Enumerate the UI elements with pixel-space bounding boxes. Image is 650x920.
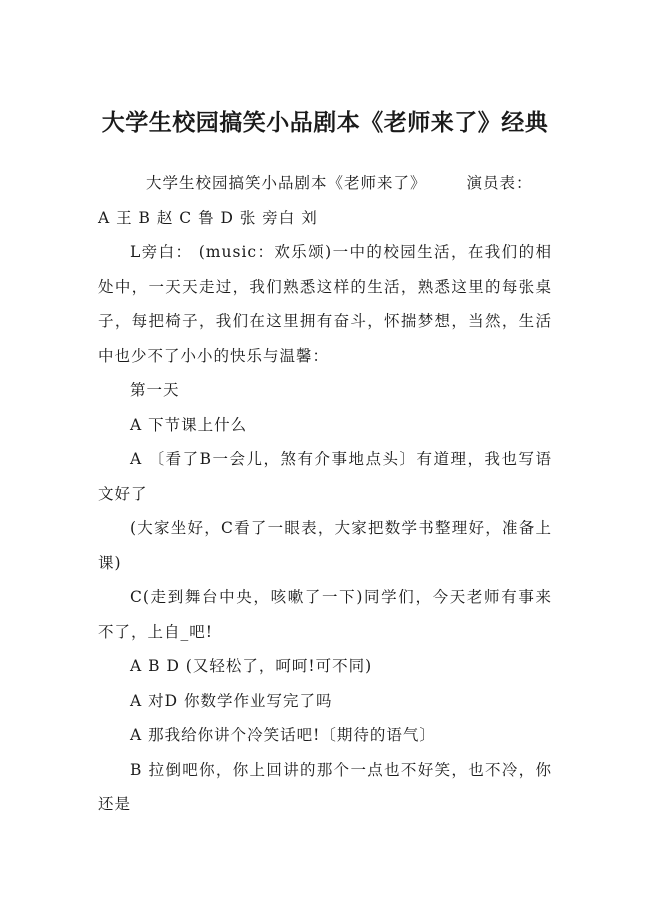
paragraph: A B D (又轻松了，呵呵!可不同): [130, 657, 373, 675]
cast-list: A 王 B 赵 C 鲁 D 张 旁白 刘: [98, 208, 318, 227]
paragraph: A 〔看了B一会儿，煞有介事地点头〕有道理，我也写语文好了: [98, 450, 552, 503]
paragraph: B 拉倒吧你，你上回讲的那个一点也不好笑，也不冷，你还是: [98, 760, 552, 813]
paragraph: L旁白： (music：欢乐颂)一中的校园生活，在我们的相处中，一天天走过，我们熟悉这样的生活，熟悉这里的每张桌子，每把椅子，我们在这里拥有奋斗，怀揣梦想，当然，生活中也少不了小小的快乐与温馨：: [98, 243, 552, 365]
document-title: 大学生校园搞笑小品剧本《老师来了》经典: [101, 110, 549, 136]
document-body: [98, 166, 552, 822]
paragraph: 第一天: [130, 381, 180, 399]
paragraph: A 那我给你讲个冷笑话吧!〔期待的语气〕: [130, 726, 436, 744]
paragraph: A 对D 你数学作业写完了吗: [130, 691, 333, 710]
paragraph: (大家坐好，C看了一眼表，大家把数学书整理好，准备上课): [98, 519, 552, 572]
cast-label: 演员表：: [466, 174, 533, 192]
intro-line: [98, 166, 552, 201]
paragraph: A 下节课上什么: [130, 415, 248, 434]
paragraph: C(走到舞台中央，咳嗽了一下)同学们，今天老师有事来不了，上自_吧!: [98, 588, 552, 641]
intro-heading: 大学生校园搞笑小品剧本《老师来了》: [146, 174, 427, 192]
